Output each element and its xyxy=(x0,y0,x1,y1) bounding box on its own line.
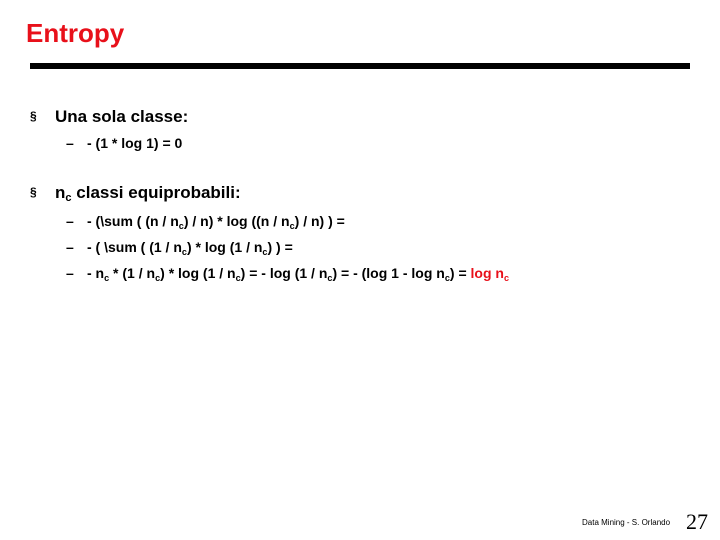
bullet-label: Una sola classe: xyxy=(55,107,189,126)
title-underline xyxy=(30,63,690,69)
result-highlight xyxy=(471,265,510,281)
sub-item-formula-1 xyxy=(66,213,345,231)
footer-credit: Data Mining - S. Orlando xyxy=(582,518,671,527)
bullet-label-post: classi equiprobabili: xyxy=(71,183,241,202)
formula-part: ) * log (1 / n xyxy=(186,239,263,255)
formula-part: ) / n) ) = xyxy=(294,213,345,229)
subscript: c xyxy=(503,273,510,283)
subscript: c xyxy=(181,247,187,257)
subscript: c xyxy=(155,273,161,283)
formula-text: - (1 * log 1) = 0 xyxy=(87,135,183,151)
bullet-equiprobable-classes xyxy=(30,183,241,204)
dash-marker: – xyxy=(66,265,74,281)
result-text: log n xyxy=(470,265,504,281)
subscript: c xyxy=(327,273,333,283)
bullet-single-class xyxy=(30,108,188,125)
bullet-marker: § xyxy=(30,185,37,199)
slide-title: Entropy xyxy=(26,18,125,48)
sub-item-formula-3 xyxy=(66,265,510,283)
subscript: c xyxy=(65,192,72,204)
bullet-marker: § xyxy=(30,109,37,123)
page-number: 27 xyxy=(686,509,708,534)
formula-part: * (1 / n xyxy=(109,265,156,281)
subscript: c xyxy=(444,273,450,283)
formula-part: - (\sum ( (n / n xyxy=(87,213,179,229)
formula-part: ) = - log (1 / n xyxy=(240,265,328,281)
subscript: c xyxy=(262,247,268,257)
formula-part: ) * log (1 / n xyxy=(160,265,236,281)
subscript: c xyxy=(289,221,295,231)
subscript: c xyxy=(235,273,241,283)
subscript: c xyxy=(104,273,110,283)
sub-item-formula-2 xyxy=(66,239,293,257)
dash-marker: – xyxy=(66,239,74,255)
formula-part: - n xyxy=(87,265,105,281)
dash-marker: – xyxy=(66,213,74,229)
formula-part: - ( \sum ( (1 / n xyxy=(87,239,182,255)
formula-part: ) / n) * log ((n / n xyxy=(183,213,290,229)
bullet-label-pre: n xyxy=(55,183,66,202)
formula-part: ) = xyxy=(449,265,471,281)
dash-marker: – xyxy=(66,135,74,151)
subscript: c xyxy=(178,221,184,231)
sub-item-single-class-formula xyxy=(66,136,182,150)
formula-part: ) ) = xyxy=(267,239,293,255)
formula-part: ) = - (log 1 - log n xyxy=(332,265,445,281)
